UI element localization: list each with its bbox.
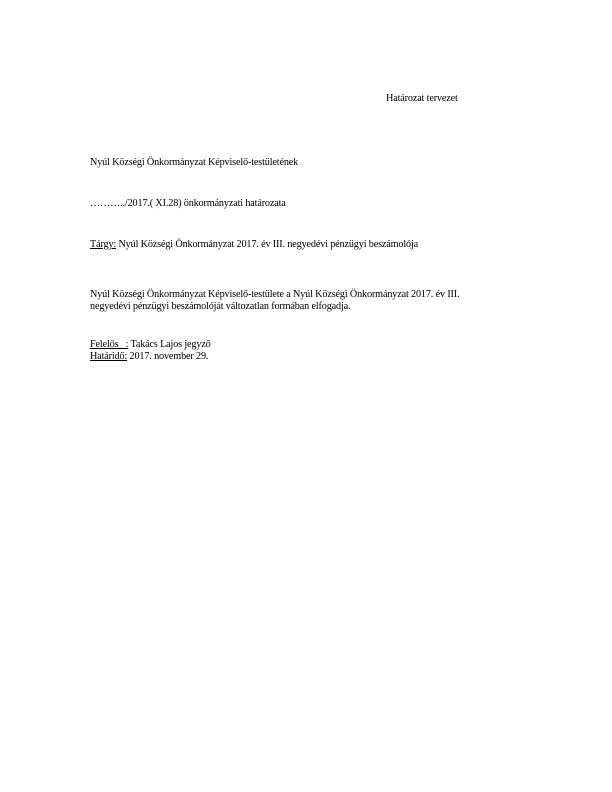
addressee-heading: Nyúl Községi Önkormányzat Képviselő-testületének (90, 157, 299, 168)
responsible-label: Felelős : (90, 339, 129, 350)
body-line-2: negyedévi pénzügyi beszámolóját változatlan formában elfogadja. (90, 301, 351, 312)
resolution-number: ………../2017.( XI.28) önkormányzati határozata (90, 198, 286, 209)
body-line-1: Nyúl Községi Önkormányzat Képviselő-testülete a Nyúl Községi Önkormányzat 2017. év III. (90, 289, 460, 300)
subject-label: Tárgy: (90, 239, 117, 250)
deadline-line (90, 351, 208, 363)
draft-label: Határozat tervezet (386, 93, 458, 104)
deadline-label: Határidő: (90, 351, 128, 362)
deadline-value: 2017. november 29. (127, 351, 209, 362)
subject-text: Nyúl Községi Önkormányzat 2017. év III. negyedévi pénzügyi beszámolója (116, 239, 419, 250)
responsible-value: Takács Lajos jegyző (128, 339, 211, 350)
resolution-body (90, 289, 530, 313)
responsible-line (90, 339, 211, 351)
subject-line (90, 239, 418, 251)
